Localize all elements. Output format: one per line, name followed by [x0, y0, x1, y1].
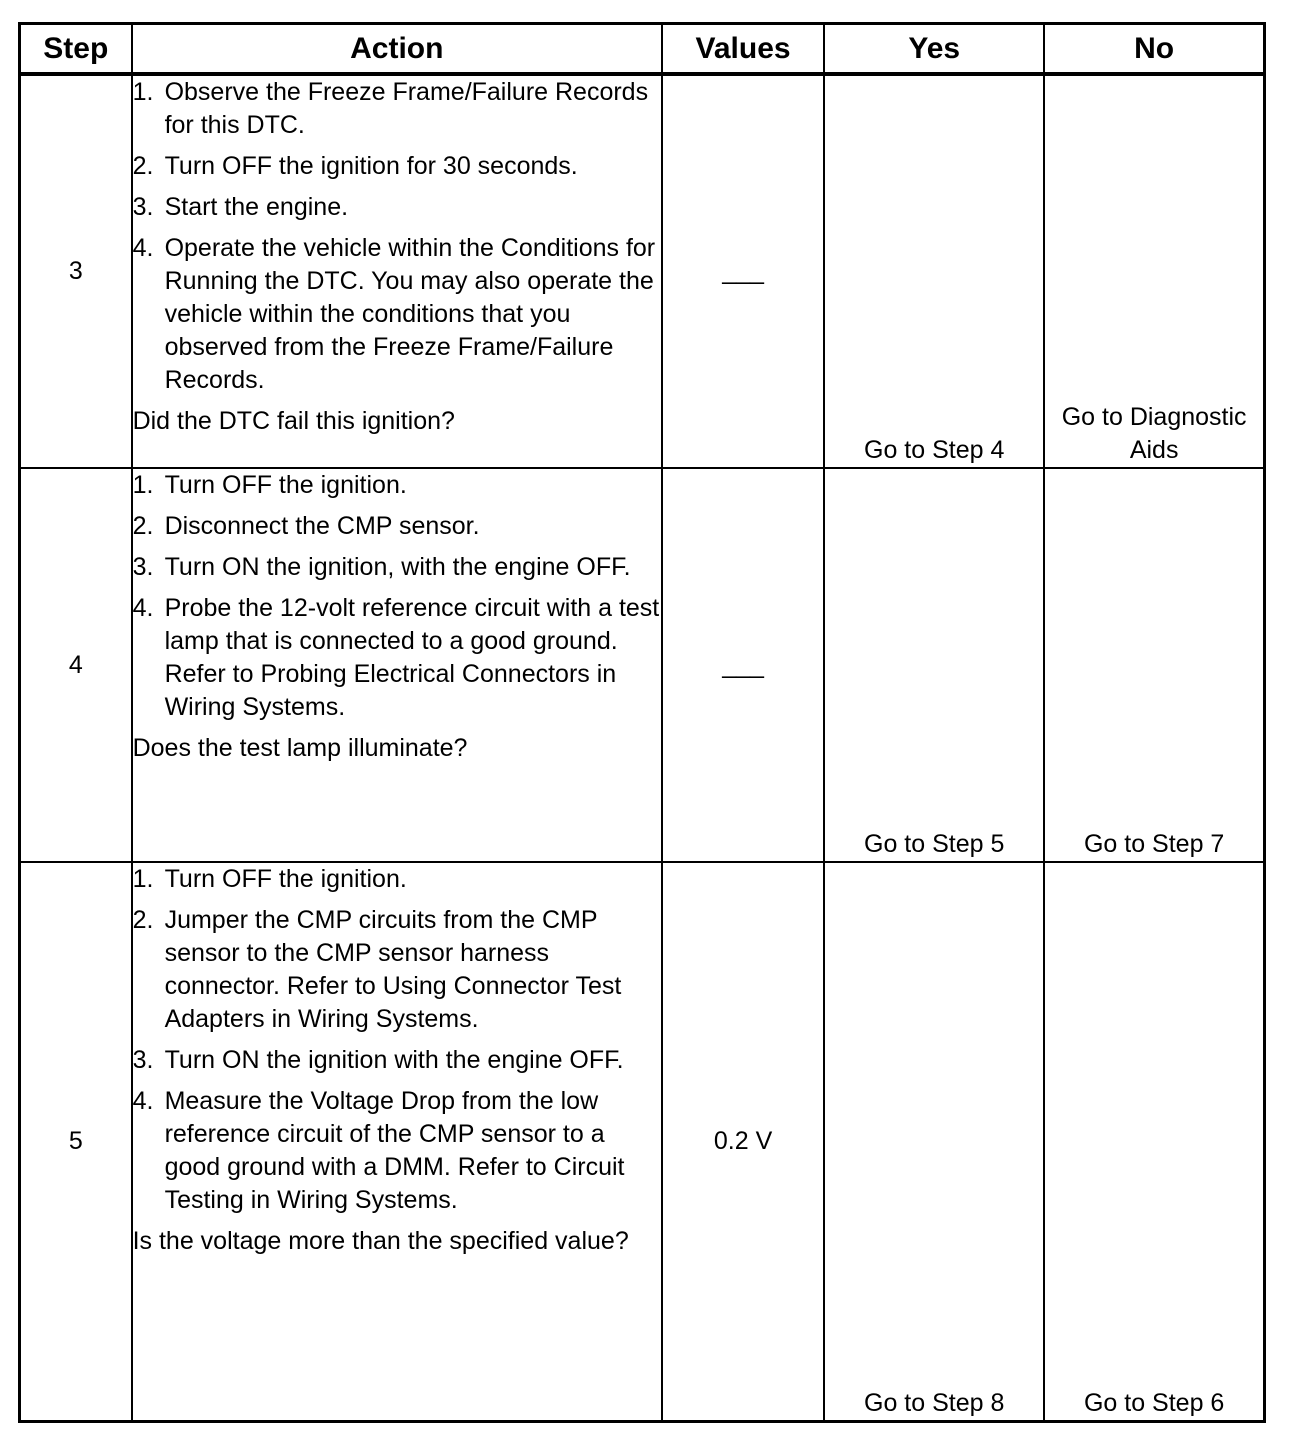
action-item-number: 4. [132, 594, 154, 623]
action-item-number: 3. [132, 193, 154, 221]
yes-cell: Go to Step 5 [824, 468, 1044, 862]
action-item-number: 3. [132, 553, 154, 582]
action-item [133, 510, 661, 543]
action-item-text: Start the engine. [164, 193, 349, 221]
action-item [133, 232, 661, 397]
no-cell: Go to Diagnostic Aids [1044, 74, 1264, 468]
header-yes: Yes [824, 24, 1044, 75]
diagnostic-table [18, 22, 1266, 1423]
table-row [20, 862, 1265, 1421]
action-item-text: Measure the Voltage Drop from the low reference circuit of the CMP sensor to a good ground with a DMM. Refer to Circuit Testing in Wiring Systems. [164, 1087, 625, 1215]
action-item-number: 4. [132, 1087, 154, 1116]
header-step: Step [20, 24, 132, 75]
action-item [133, 551, 661, 584]
header-no: No [1044, 24, 1264, 75]
action-question: Is the voltage more than the specified value? [132, 1227, 629, 1256]
values-cell: ___ [662, 74, 824, 468]
action-item-text: Turn OFF the ignition. [164, 865, 407, 894]
values-cell: ___ [662, 468, 824, 862]
action-item-text: Jumper the CMP circuits from the CMP sensor to the CMP sensor harness connector. Refer to Using Connector Test Adapters in Wiring Systems. [164, 906, 622, 1034]
action-item-text: Turn ON the ignition with the engine OFF. [164, 1046, 624, 1075]
action-item-text: Turn OFF the ignition for 30 seconds. [164, 152, 578, 180]
yes-cell: Go to Step 8 [824, 862, 1044, 1421]
action-question: Did the DTC fail this ignition? [132, 407, 455, 435]
action-item-text: Operate the vehicle within the Conditions for Running the DTC. You may also operate the vehicle within the conditions that you observed from the Freeze Frame/Failure Records. [164, 234, 656, 394]
header-row [20, 24, 1265, 75]
action-list [133, 863, 661, 1217]
action-item-text: Probe the 12-volt reference circuit with a test lamp that is connected to a good ground. Refer to Probing Electrical Connectors in Wiring Systems. [164, 594, 660, 722]
values-cell: 0.2 V [662, 862, 824, 1421]
action-item-number: 2. [132, 512, 154, 541]
action-item [133, 1085, 661, 1217]
action-item [133, 191, 661, 224]
action-item-text: Disconnect the CMP sensor. [164, 512, 480, 541]
action-item-number: 1. [132, 865, 154, 894]
action-item [133, 1044, 661, 1077]
action-list [133, 76, 661, 397]
table-row [20, 468, 1265, 862]
action-item-number: 2. [132, 152, 154, 180]
action-item [133, 76, 661, 142]
action-item [133, 904, 661, 1036]
action-cell [132, 74, 662, 468]
action-item [133, 863, 661, 896]
action-item-text: Observe the Freeze Frame/Failure Records for this DTC. [164, 78, 649, 139]
action-item [133, 150, 661, 183]
step-number: 5 [20, 862, 132, 1421]
yes-cell: Go to Step 4 [824, 74, 1044, 468]
action-item-number: 1. [132, 78, 154, 106]
header-action: Action [132, 24, 662, 75]
action-item [133, 469, 661, 502]
action-item-text: Turn OFF the ignition. [164, 471, 407, 500]
action-item-number: 1. [132, 471, 154, 500]
no-cell: Go to Step 6 [1044, 862, 1264, 1421]
action-item-number: 2. [132, 906, 154, 935]
step-number: 4 [20, 468, 132, 862]
step-number: 3 [20, 74, 132, 468]
action-cell [132, 468, 662, 862]
action-question: Does the test lamp illuminate? [132, 734, 468, 763]
action-item-number: 4. [132, 234, 154, 262]
action-item-number: 3. [132, 1046, 154, 1075]
action-list [133, 469, 661, 724]
action-item-text: Turn ON the ignition, with the engine OFF. [164, 553, 631, 582]
header-values: Values [662, 24, 824, 75]
action-item [133, 592, 661, 724]
table-row [20, 74, 1265, 468]
action-cell [132, 862, 662, 1421]
no-cell: Go to Step 7 [1044, 468, 1264, 862]
